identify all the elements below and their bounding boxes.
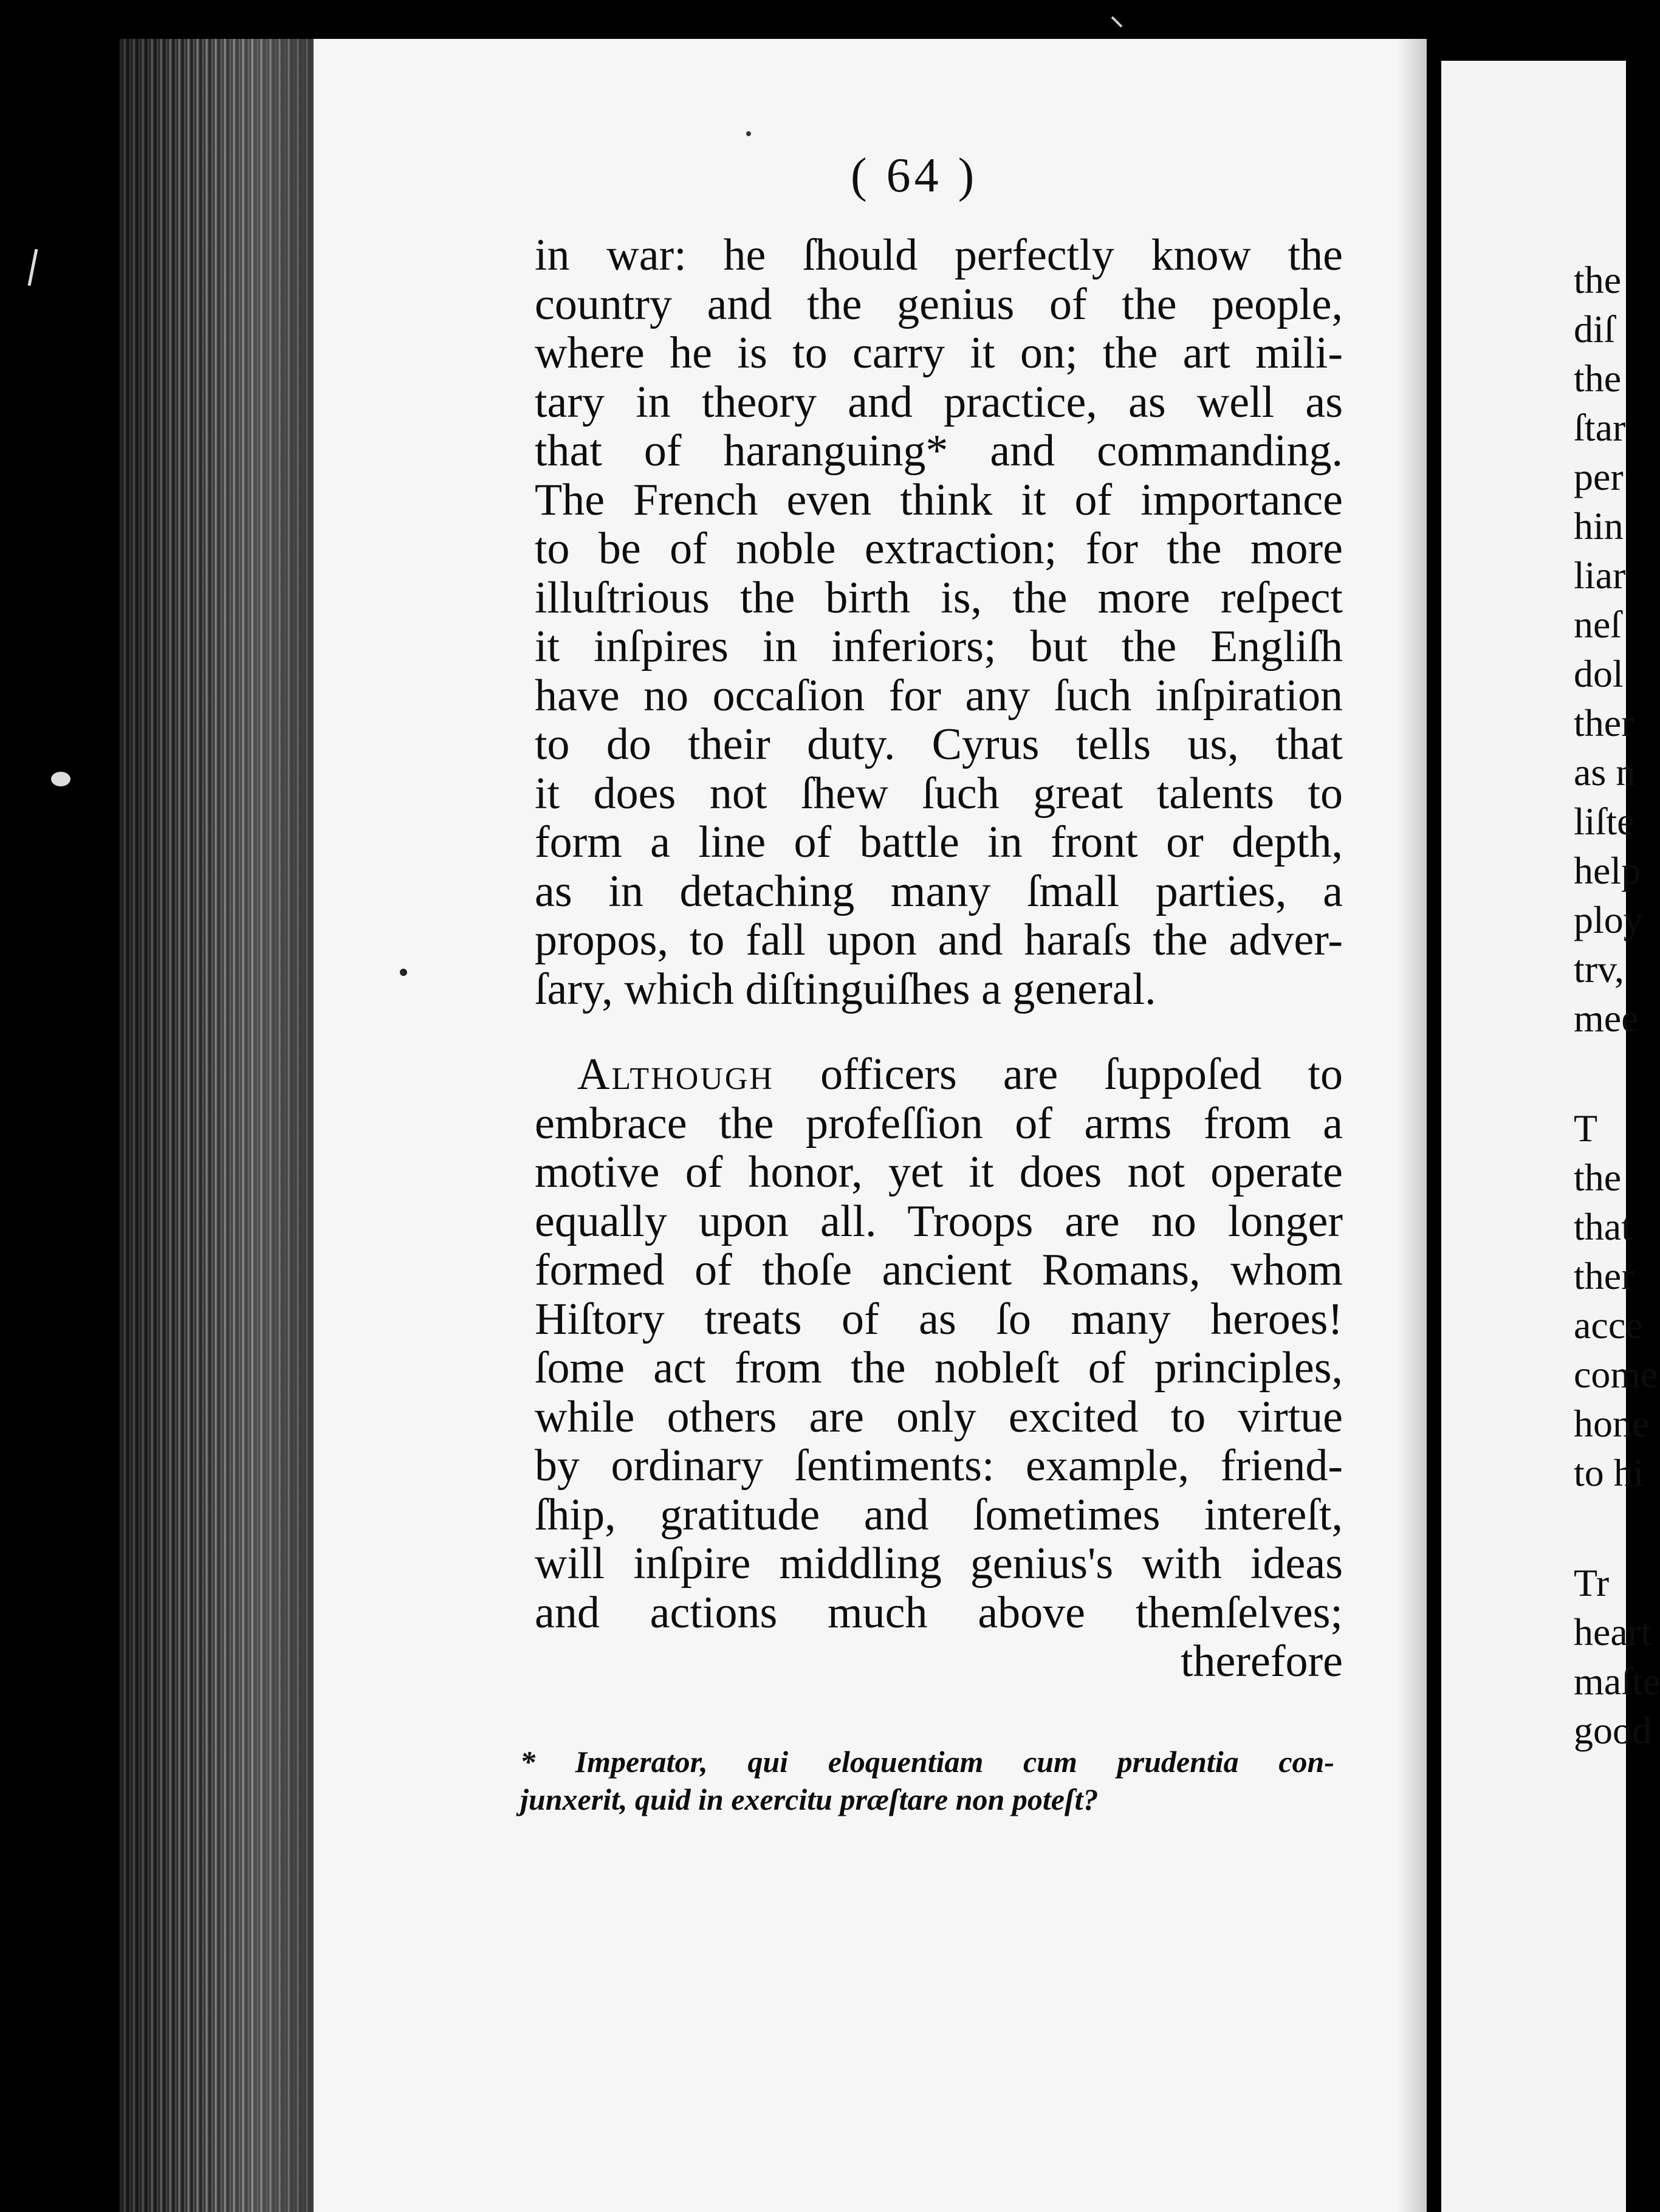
facing-line: ploy: [1574, 898, 1643, 941]
facing-line: per: [1574, 455, 1624, 498]
text-line-rest: officers are ſuppoſed to: [773, 1049, 1343, 1099]
footnote-line: junxerit, quid in exercitu præſtare non poteſt?: [520, 1782, 1099, 1816]
text-line: ſary, which diſtinguiſhes a general.: [535, 964, 1156, 1014]
facing-line: ther: [1574, 701, 1634, 744]
facing-line: hone: [1574, 1402, 1650, 1445]
facing-line: the: [1574, 357, 1622, 400]
facing-line: dol: [1574, 652, 1624, 695]
footnote: [520, 1743, 1334, 1818]
text-line: equally upon all. Troops are no longer: [535, 1196, 1343, 1246]
page-body: [535, 231, 1343, 1686]
facing-line: heart: [1574, 1610, 1651, 1654]
footnote-line: * Imperator, qui eloquentiam cum prudentia con-: [520, 1745, 1334, 1779]
page-gutter-shadow: [1398, 39, 1427, 2212]
text-line: as in detaching many ſmall parties, a: [535, 866, 1343, 916]
facing-line: the: [1574, 258, 1622, 301]
facing-line: Tr: [1574, 1561, 1610, 1604]
facing-line: help: [1574, 849, 1641, 892]
text-line: in war: he ſhould perfectly know the: [535, 230, 1343, 280]
text-line: by ordinary ſentiments: example, friend-: [535, 1441, 1343, 1491]
paragraph-1: [535, 231, 1343, 1014]
facing-line: T: [1574, 1107, 1598, 1150]
page-edges-shadow: [119, 39, 314, 2212]
text-line: that of haranguing* and commanding.: [535, 426, 1343, 476]
scan-mark: [1112, 17, 1122, 27]
text-line: [535, 1050, 1343, 1099]
facing-spacer: [1574, 1497, 1628, 1558]
facing-line: mee: [1574, 997, 1639, 1040]
scan-mark: [29, 249, 36, 286]
text-line: embrace the profeſſion of arms from a: [535, 1098, 1343, 1149]
facing-line: ſtar: [1574, 406, 1626, 449]
paragraph-lead-word: Although: [577, 1049, 774, 1099]
facing-line: neſ: [1574, 603, 1622, 646]
facing-line: maſte: [1574, 1660, 1660, 1703]
text-line: propos, to fall upon and haraſs the adver-: [535, 915, 1343, 965]
facing-line: the: [1574, 1156, 1622, 1199]
text-line: to do their duty. Cyrus tells us, that: [535, 720, 1343, 769]
text-line: formed of thoſe ancient Romans, whom: [535, 1245, 1343, 1295]
text-line: will inſpire middling genius's with ideas: [535, 1539, 1343, 1589]
text-line: ſhip, gratitude and ſometimes intereſt,: [535, 1489, 1343, 1540]
text-line: while others are only excited to virtue: [535, 1392, 1343, 1442]
facing-line: as n: [1574, 750, 1636, 794]
facing-page-text: [1574, 255, 1660, 1755]
facing-line: that: [1574, 1205, 1632, 1248]
facing-line: hin: [1574, 504, 1624, 548]
facing-line: trv,: [1574, 947, 1624, 991]
text-line: it does not ſhew ſuch great talents to: [535, 768, 1343, 819]
paragraph-2: [535, 1050, 1343, 1686]
facing-line: good: [1574, 1709, 1651, 1752]
text-line: form a line of battle in front or depth,: [535, 817, 1343, 867]
facing-line: to hi: [1574, 1451, 1644, 1494]
text-line: ſome act from the nobleſt of principles,: [535, 1343, 1343, 1393]
catchword: therefore: [1180, 1637, 1343, 1686]
text-line: it inſpires in inferiors; but the Engliſh: [535, 622, 1343, 672]
text-line: and actions much above themſelves;: [535, 1587, 1343, 1638]
text-line: motive of honor, yet it does not operate: [535, 1147, 1343, 1197]
facing-line: ther: [1574, 1254, 1634, 1297]
text-line: tary in theory and practice, as well as: [535, 377, 1343, 427]
text-line: where he is to carry it on; the art mili-: [535, 328, 1343, 378]
facing-spacer: [1574, 1043, 1628, 1104]
page-number-header: ( 64 ): [851, 149, 978, 202]
text-line: The French even think it of importance: [535, 475, 1343, 525]
text-line: Hiſtory treats of as ſo many heroes!: [535, 1294, 1343, 1344]
facing-line: come: [1574, 1353, 1658, 1396]
facing-line: diſ: [1574, 307, 1615, 351]
facing-line: liſte: [1574, 800, 1634, 843]
scan-mark: [51, 772, 70, 786]
facing-line: acce: [1574, 1304, 1643, 1347]
text-line: illuſtrious the birth is, the more reſpect: [535, 572, 1343, 623]
text-line: to be of noble extraction; for the more: [535, 524, 1343, 574]
facing-line: liar: [1574, 554, 1626, 597]
paragraph-spacer: [535, 1014, 1343, 1050]
text-line: have no occaſion for any ſuch inſpiration: [535, 670, 1343, 721]
text-line: country and the genius of the people,: [535, 279, 1343, 329]
